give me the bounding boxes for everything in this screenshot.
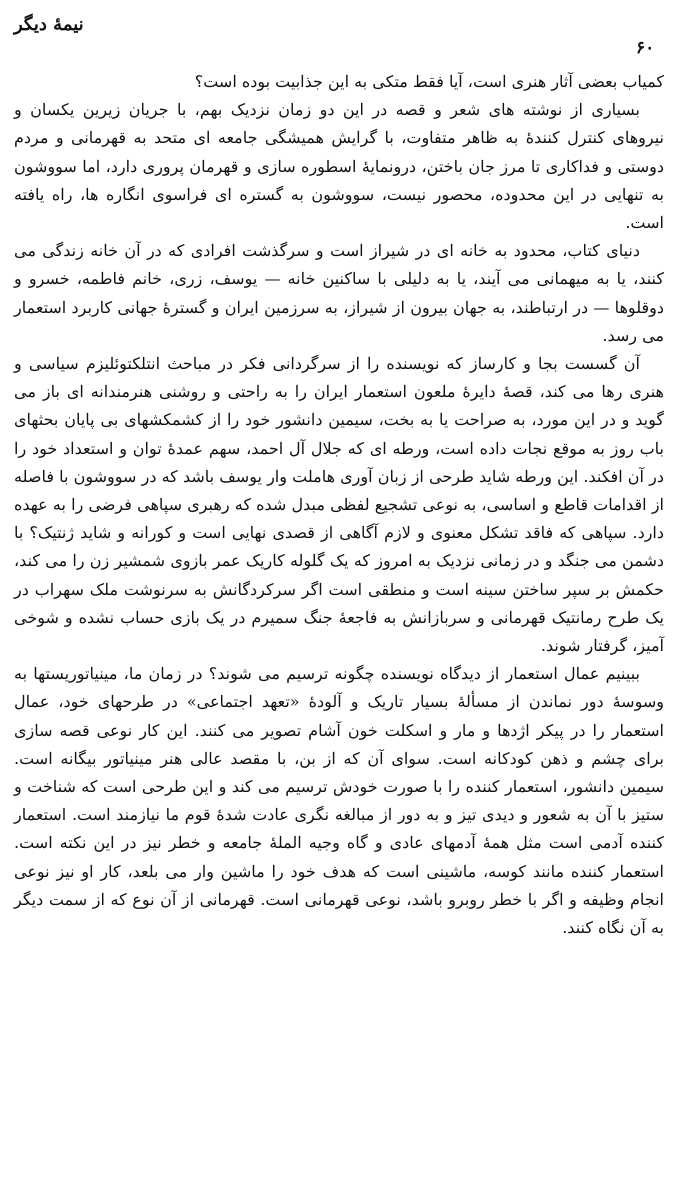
paragraph: بسیاری از نوشته های شعر و قصه در این دو زمان نزدیک بهم، با جریان زیرین یکسان و نیروهای کنترل کنندهٔ به ظاهر متفاوت، با گرایش همیشگی جامعه ای متحد به قهرمانی و مردم دوستی و فداکاری تا مرز جان باختن، درونمایهٔ اسطوره سازی و قهرمان پروری دارد، اما سووشون به تنهایی در این محدوده، محصور نیست، سووشون به گستره ای فراسوی انگاره ها، راه یافته است. (14, 100, 664, 233)
running-title: نیمهٔ دیگر (14, 14, 84, 35)
paragraph: دنیای کتاب، محدود به خانه ای در شیراز است و سرگذشت افرادی که در آن خانه زندگی می کنند، یا به میهمانی می آیند، یا به دلیلی با ساکنین خانه — یوسف، زری، خانم فاطمه، خسرو و دوقلوها — در ارتباطند، به جهان بیرون از شیراز، به سرزمین ایران و گسترهٔ جهانی کاربرد استعمار می رسد. (14, 241, 664, 345)
body-text (14, 68, 664, 942)
paragraph: ببینیم عمال استعمار از دیدگاه نویسنده چگونه ترسیم می شوند؟ در زمان ما، مینیاتوریستها به وسوسهٔ دور نماندن از مسألهٔ بسیار تاریک و آلودهٔ «تعهد اجتماعی» در طرحهای خود، عمال استعمار را در پیکر اژدها و مار و اسکلت خون آشام تصویر می کنند. این کار نوعی قصه سازی برای چشم و ذهن کودکانه است. سوای آن که از بن، با مقصد عالی هنر مینیاتور بیگانه است. سیمین دانشور، استعمار کننده را با صورت خودش ترسیم می کند و این طرحی است که شناخت و ستیز با آن به شعور و دیدی تیز و به دور از مبالغه نگری عادت شدهٔ قوم ما نیازمند است. استعمار کننده آدمی است مثل همهٔ آدمهای عادی و گاه وجیه الملهٔ جامعه و خطر نیز در این نکته است. استعمار کننده مانند کوسه، ماشینی است که هدف خود را ماشین وار می بلعد، کار او نیز نوعی انجام وظیفه و اگر با خطر روبرو باشد، نوعی قهرمانی است. قهرمانی از آن نوع که از سمت دیگر به آن نگاه کنند. (14, 664, 664, 938)
paragraph: آن گسست بجا و کارساز که نویسنده را از سرگردانی فکر در مباحث انتلکتوئلیزم سیاسی و هنری رها می کند، قصهٔ دایرهٔ ملعون استعمار ایران را به راحتی و روشنی هنرمندانه ای باز می گوید و در این مورد، به صراحت یا به بخت، سیمین دانشور خود را از کشمکشهای بی پایان بحثهای باب روز به موقع نجات داده است، ورطه ای که جلال آل احمد، سهم عمدهٔ توان و استعداد خود را در آن افکند. این ورطه شاید طرحی از زبان آوری هاملت وار یوسف باشد که در سووشون با فاصله از اقدامات قاطع و اساسی، به نوعی تشجیع لفظی مبدل شده که رهبری سپاهی فرضی را به عهده دارد. سپاهی که فاقد تشکل معنوی و لازم آگاهی از قصدی نهایی است و کورانه و شاید ژنتیک؟ با دشمن می جنگد و در زمانی نزدیک به امروز که یک گلوله کاریک عمر بازوی شمشیر زن را می کند، حکمش بر سپر ساختن سینه است و منطقی است اگر سرکردگانش به سرنوشت ملک سهراب در یک طرح رمانتیک قهرمانی و سربازانش به فاجعهٔ جنگ سمیرم در یک بازی حساب نشده و شوخی آمیز، گرفتار شوند. (14, 354, 664, 656)
paragraph-continuation: کمیاب بعضی آثار هنری است، آیا فقط متکی به این جذابیت بوده است؟ (194, 72, 664, 91)
page-number: ۶۰ (636, 38, 655, 58)
